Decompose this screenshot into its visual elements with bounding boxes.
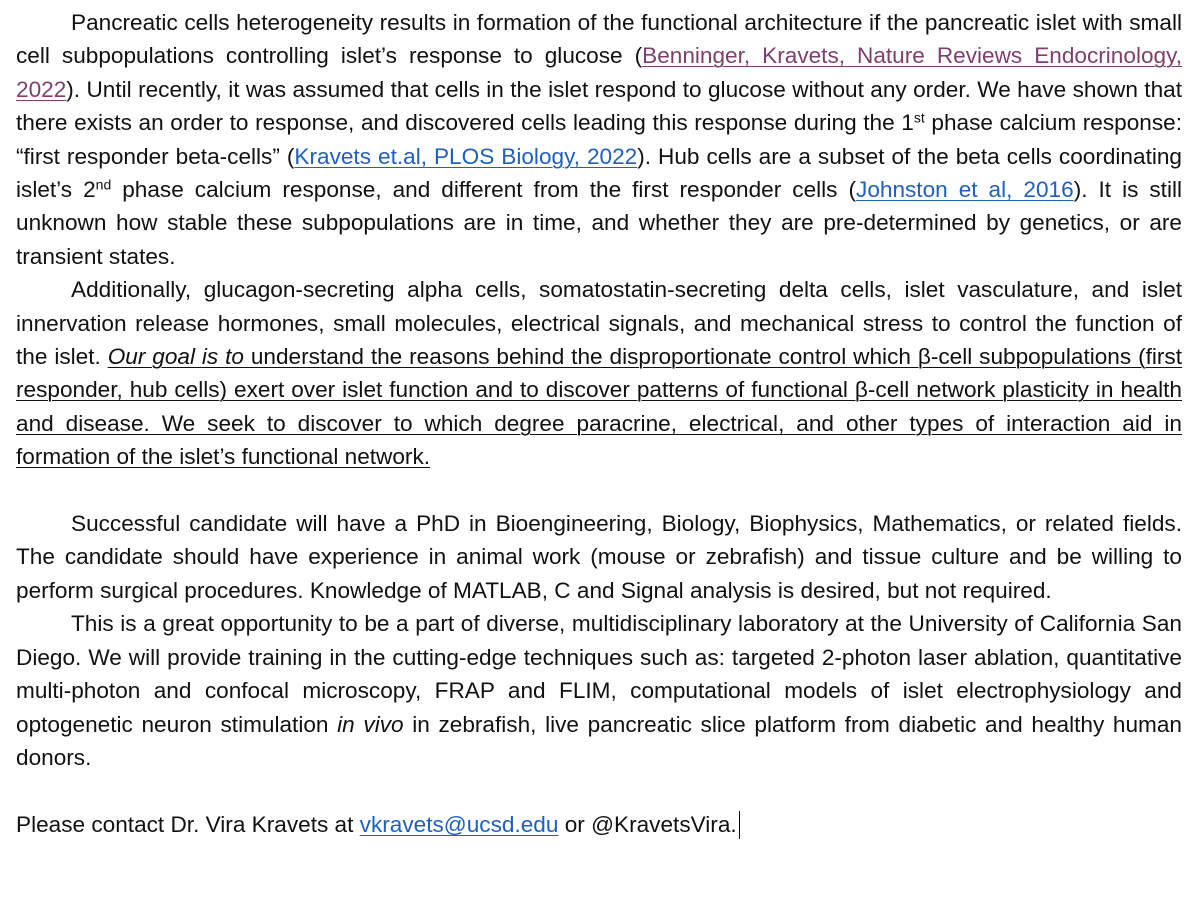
citation-link-johnston[interactable]: Johnston et al, 2016 bbox=[856, 177, 1074, 203]
superscript-st: st bbox=[913, 109, 925, 126]
text-run: Pancreatic cells heterogeneity results in formation of the functional architecture if the pancreatic islet with small cell subpopulations controlling islet’s response to glucose ( bbox=[16, 10, 1182, 69]
text-run: in zebrafish, live pancreatic slice platform from diabetic and healthy human donors. bbox=[16, 711, 1182, 770]
text-run: ). Until recently, it was assumed that cells in the islet respond to glucose without any order. We have shown that there exists an order to response, and discovered cells leading this response during the 1 bbox=[16, 76, 1182, 136]
italic-in-vivo: in vivo bbox=[337, 711, 404, 737]
citation-link-kravets-plos[interactable]: Kravets et.al, PLOS Biology, 2022 bbox=[294, 143, 638, 169]
paragraph-contact bbox=[16, 808, 1182, 841]
goal-text: understand the reasons behind the disproportionate control which β-cell subpopulations (first responder, hub cells) exert over islet function and to discover patterns of functional β-cell network plasticity in health and disease. We seek to discover to which degree paracrine, electrical, and other types of interaction aid in formation of the islet’s functional network. bbox=[16, 344, 1182, 470]
text-run: ). Hub cells are a subset of the beta cells coordinating islet’s 2 bbox=[16, 143, 1182, 203]
paragraph-spacer bbox=[16, 774, 1182, 807]
goal-statement bbox=[16, 344, 1182, 469]
superscript-nd: nd bbox=[95, 176, 112, 193]
paragraph-goal bbox=[16, 273, 1182, 473]
text-run: Additionally, glucagon-secreting alpha cells, somatostatin-secreting delta cells, islet vasculature, and islet innervation release hormones, small molecules, electrical signals, and mechanical stress to control the function of the islet. bbox=[16, 277, 1182, 370]
citation-link-benninger-kravets[interactable]: Benninger, Kravets, Nature Reviews Endocrinology, 2022 bbox=[16, 43, 1182, 102]
text-run: This is a great opportunity to be a part of diverse, multidisciplinary laboratory at the University of California San Diego. We will provide training in the cutting-edge techniques such as: targeted 2-photon laser ablation, quantitative multi-photon and confocal microscopy, FRAP and FLIM, computational models of islet electrophysiology and optogenetic neuron stimulation bbox=[16, 611, 1182, 737]
text-run: phase calcium response, and different from the first responder cells ( bbox=[111, 177, 857, 203]
text-run: Please contact Dr. Vira Kravets at bbox=[16, 811, 360, 837]
text-run: or @KravetsVira. bbox=[558, 811, 737, 837]
email-link[interactable]: vkravets@ucsd.edu bbox=[359, 811, 559, 837]
paragraph-heterogeneity bbox=[16, 6, 1182, 273]
text-run: ). It is still unknown how stable these subpopulations are in time, and whether they are pre-determined by genetics, or are transient states. bbox=[16, 177, 1183, 269]
paragraph-candidate: Successful candidate will have a PhD in Bioengineering, Biology, Biophysics, Mathematics, or related fields. The candidate should have experience in animal work (mouse or zebrafish) and tissue culture and be willing to perform surgical procedures. Knowledge of MATLAB, C and Signal analysis is desired, but not required. bbox=[16, 511, 1182, 603]
paragraph-spacer bbox=[16, 474, 1182, 507]
goal-italic-lead: Our goal is to bbox=[107, 344, 244, 370]
paragraph-opportunity bbox=[16, 607, 1182, 774]
text-run: phase calcium response: “first responder beta-cells” ( bbox=[16, 110, 1183, 169]
text-cursor bbox=[739, 811, 741, 839]
